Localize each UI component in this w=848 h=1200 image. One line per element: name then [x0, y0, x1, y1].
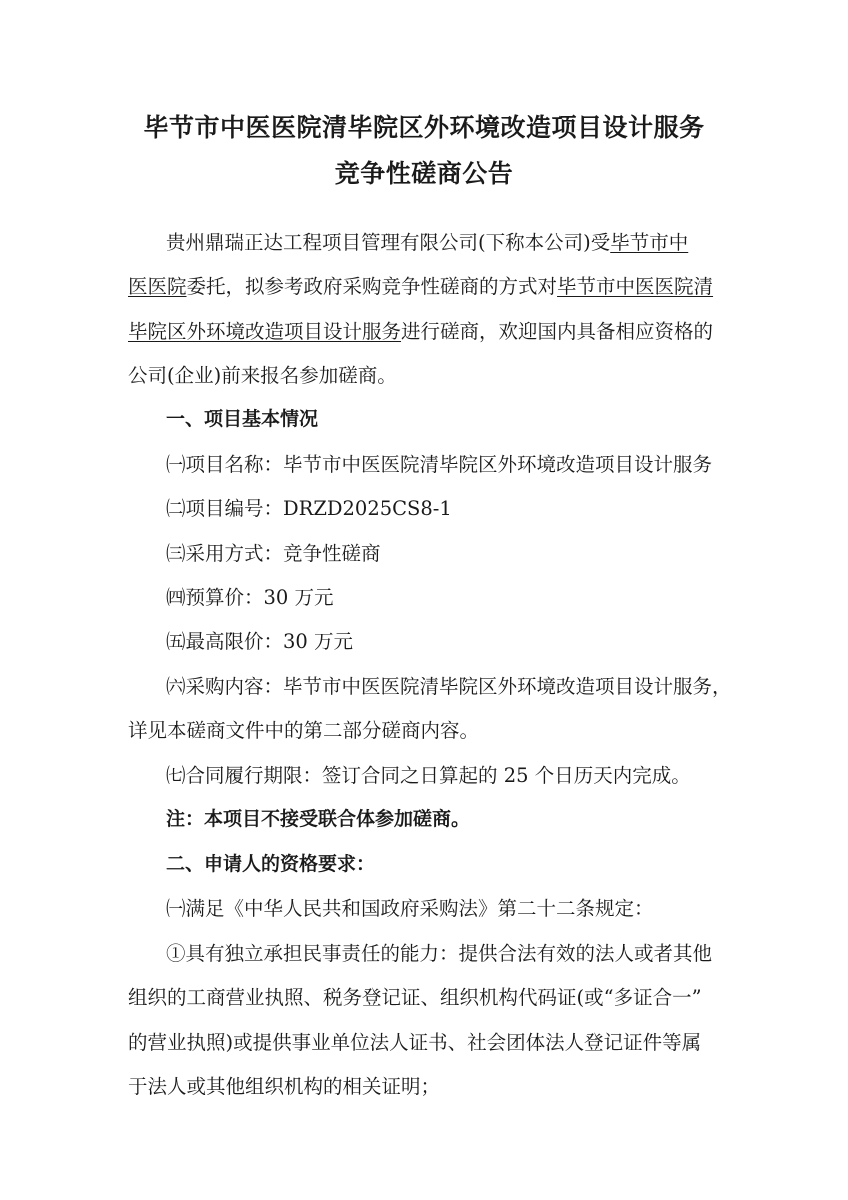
section-1-heading: 一、项目基本情况 — [166, 408, 319, 430]
item-procurement-content-cont: 详见本磋商文件中的第二部分磋商内容。 — [128, 719, 480, 742]
qualification-para-line: 的营业执照)或提供事业单位法人证书、社会团体法人登记证件等属 — [128, 1031, 702, 1054]
item-project-number: ㈡项目编号：DRZD2025CS8-1 — [166, 497, 452, 520]
intro-line-4 — [0, 360, 848, 388]
item-project-name: ㈠项目名称：毕节市中医医院清毕院区外环境改造项目设计服务 — [166, 453, 713, 476]
document-title-line-2: 竞争性磋商公告 — [334, 159, 514, 188]
qualification-item-1: ㈠满足《中华人民共和国政府采购法》第二十二条规定： — [166, 897, 654, 920]
item-max-price: ㈤最高限价：30 万元 — [166, 630, 354, 653]
intro-line-1 — [0, 227, 848, 255]
project-name: 毕院区外环境改造项目设计服务 — [128, 320, 402, 343]
item-procurement-method: ㈢采用方式：竞争性磋商 — [166, 542, 381, 565]
project-name: 毕节市中医医院清 — [557, 275, 714, 298]
qualification-para-line: ①具有独立承担民事责任的能力：提供合法有效的法人或者其他 — [166, 942, 713, 965]
qualification-para-line: 组织的工商营业执照、税务登记证、组织机构代码证(或“多证合一” — [128, 986, 702, 1009]
intro-line-2 — [0, 271, 848, 299]
section-2-heading: 二、申请人的资格要求： — [166, 853, 376, 875]
intro-text: 贵州鼎瑞正达工程项目管理有限公司(下称本公司)受 — [166, 231, 611, 254]
item-budget: ㈣预算价：30 万元 — [166, 586, 334, 609]
purchaser-name: 毕节市中 — [610, 231, 689, 254]
intro-text: 委托，拟参考政府采购竞争性磋商的方式对 — [186, 275, 558, 298]
document-title-line-1: 毕节市中医医院清毕院区外环境改造项目设计服务 — [143, 113, 705, 142]
purchaser-name: 医医院 — [128, 275, 187, 298]
intro-text: 进行磋商，欢迎国内具备相应资格的 — [401, 320, 714, 343]
item-contract-period: ㈦合同履行期限：签订合同之日算起的 25 个日历天内完成。 — [166, 764, 691, 787]
item-procurement-content: ㈥采购内容：毕节市中医医院清毕院区外环境改造项目设计服务， — [166, 675, 732, 698]
qualification-para-line: 于法人或其他组织机构的相关证明； — [128, 1075, 441, 1098]
intro-line-3 — [0, 316, 848, 344]
consortium-note: 注：本项目不接受联合体参加磋商。 — [166, 808, 471, 830]
intro-text: 公司(企业)前来报名参加磋商。 — [128, 364, 397, 387]
